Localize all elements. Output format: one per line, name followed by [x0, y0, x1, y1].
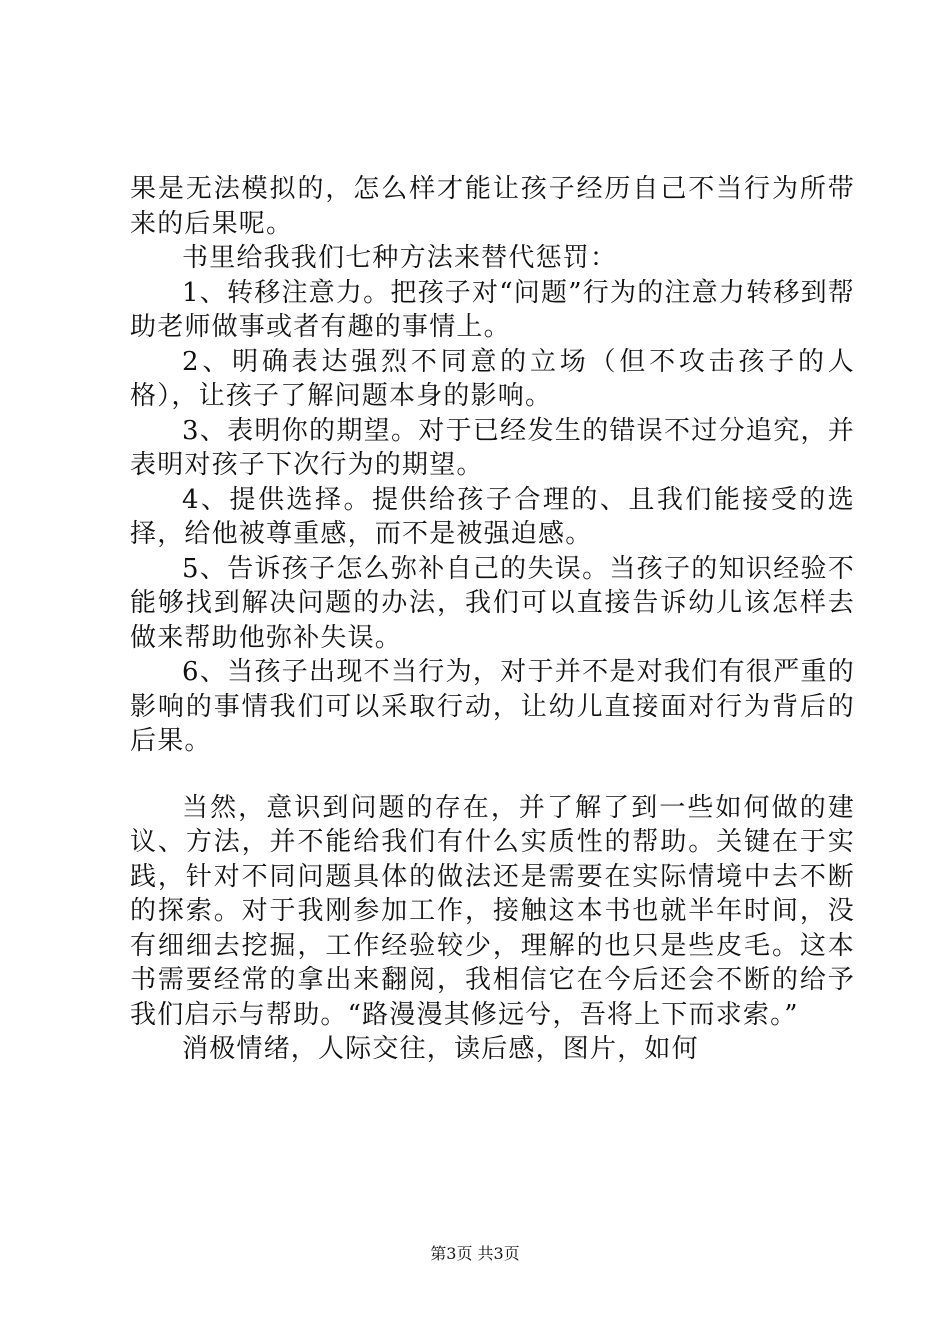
paragraph-conclusion: 当然，意识到问题的存在，并了解了到一些如何做的建议、方法，并不能给我们有什么实质性的帮助。关键在于实践，针对不同问题具体的做法还是需要在实际情境中去不断的探索。对于我刚参加工作，接触这本书也就半年时间，没有细细去挖掘，工作经验较少，理解的也只是些皮毛。这本书需要经常的拿出来翻阅，我相信它在今后还会不断的给予我们启示与帮助。“路漫漫其修远兮，吾将上下而求索。” [130, 792, 855, 1030]
paragraph-method-6: 6、当孩子出现不当行为，对于并不是对我们有很严重的影响的事情我们可以采取行动，让幼儿直接面对行为背后的后果。 [130, 657, 855, 756]
paragraph-keywords: 消极情绪，人际交往，读后感，图片，如何 [182, 1034, 699, 1064]
paragraph-method-5: 5、告诉孩子怎么弥补自己的失误。当孩子的知识经验不能够找到解决问题的办法，我们可以直接告诉幼儿该怎样去做来帮助他弥补失误。 [130, 553, 855, 653]
page-number-footer: 第3页 共3页 [430, 1244, 520, 1263]
paragraph-intro-methods: 书里给我我们七种方法来替代惩罚： [182, 243, 618, 273]
document-body [130, 172, 855, 1067]
paragraph-method-3: 3、表明你的期望。对于已经发生的错误不过分追究，并表明对孩子下次行为的期望。 [130, 415, 855, 480]
paragraph-method-4: 4、提供选择。提供给孩子合理的、且我们能接受的选择，给他被尊重感，而不是被强迫感。 [130, 484, 855, 549]
paragraph-method-1: 1、转移注意力。把孩子对“问题”行为的注意力转移到帮助老师做事或者有趣的事情上。 [130, 277, 855, 342]
paragraph-method-2: 2、明确表达强烈不同意的立场（但不攻击孩子的人格），让孩子了解问题本身的影响。 [130, 346, 855, 411]
paragraph-continuation: 果是无法模拟的，怎么样才能让孩子经历自己不当行为所带来的后果呢。 [130, 174, 855, 239]
